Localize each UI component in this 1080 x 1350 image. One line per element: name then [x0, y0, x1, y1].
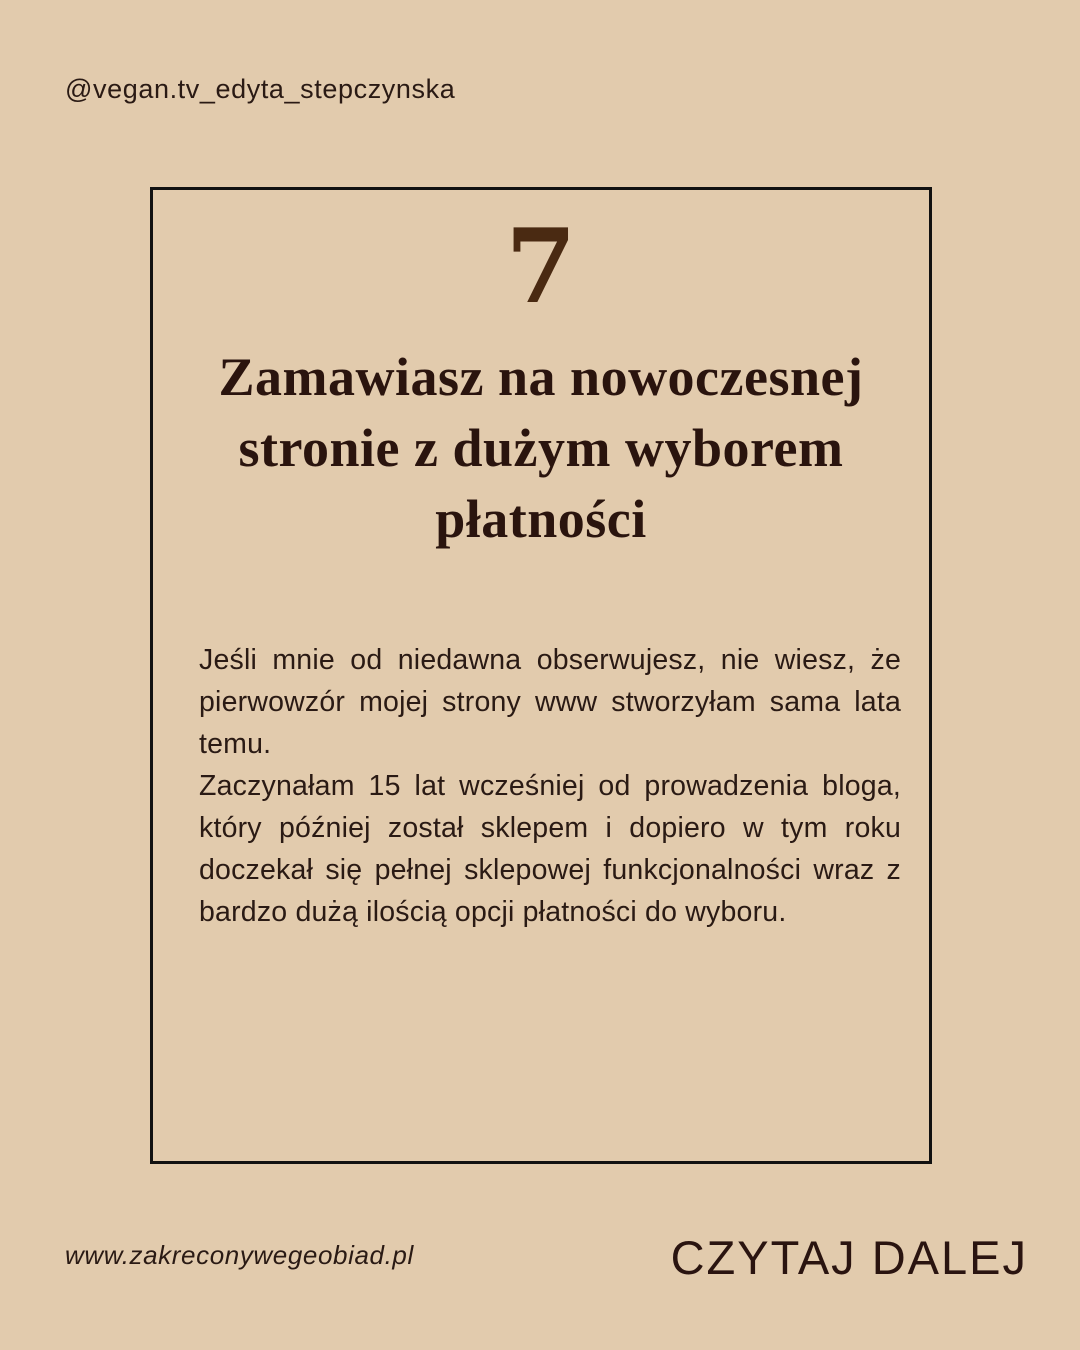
- tip-paragraph: Zaczynałam 15 lat wcześniej od prowadzenia bloga, który później został sklepem i dopiero w tym roku doczekał się pełnej sklepowej funkcjonalności wraz z bardzo dużą ilością opcji płatności do wyboru.: [199, 770, 901, 928]
- tip-title-line: stronie z dużym wyborem: [238, 418, 844, 478]
- tip-number: 7: [505, 207, 577, 327]
- tip-title: [183, 342, 899, 555]
- tip-title-line: płatności: [435, 489, 647, 549]
- tip-body: [199, 639, 901, 933]
- read-more-button[interactable]: CZYTAJ DALEJ: [670, 1231, 1028, 1284]
- tip-paragraph: Jeśli mnie od niedawna obserwujesz, nie wiesz, że pierwowzór mojej strony www stworzyłam sama lata temu.: [199, 644, 901, 760]
- account-handle: @vegan.tv_edyta_stepczynska: [65, 74, 456, 104]
- tip-title-line: Zamawiasz na nowoczesnej: [218, 347, 864, 407]
- website-url: www.zakreconywegeobiad.pl: [65, 1240, 414, 1270]
- tip-card: [150, 187, 932, 1164]
